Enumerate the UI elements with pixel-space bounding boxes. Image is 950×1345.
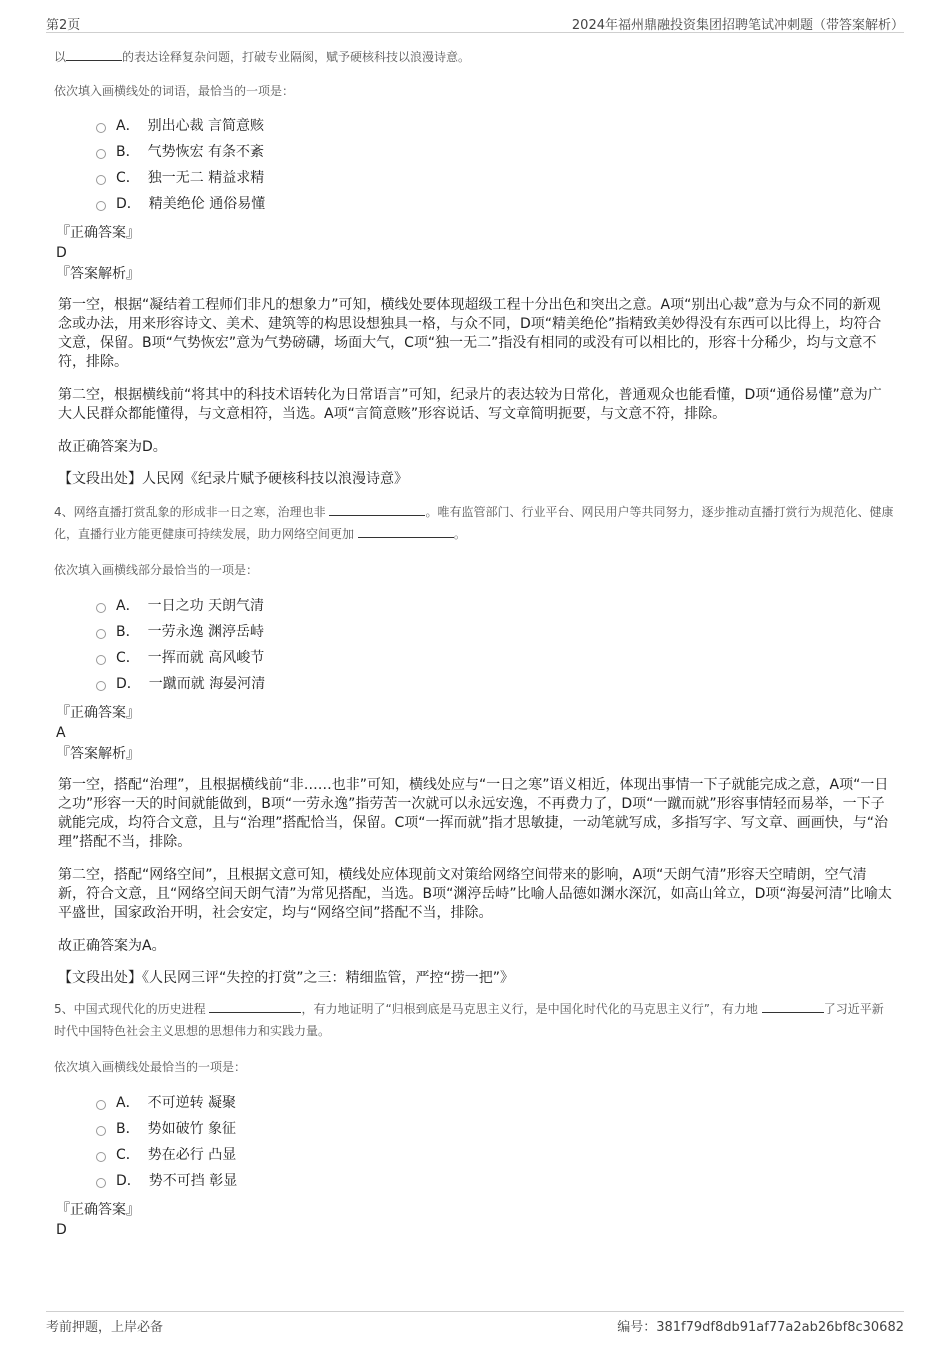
answer-value: D [56, 1222, 67, 1238]
radio-icon[interactable] [96, 1178, 106, 1188]
option-c[interactable]: C． 势在必行 凸显 [96, 1142, 894, 1168]
radio-icon[interactable] [96, 681, 106, 691]
page-footer [46, 1311, 904, 1334]
radio-icon[interactable] [96, 1126, 106, 1136]
option-a[interactable]: A． 别出心裁 言简意赅 [96, 113, 894, 139]
fill-blank [358, 524, 454, 538]
analysis-paragraph: 第一空，根据“凝结着工程师们非凡的想象力”可知，横线处要体现超级工程十分出色和突出之意。A项“别出心裁”意为与众不同的新观念或办法，用来形容诗文、美术、建筑等的构思设想独具一格，与众不同，D项“精美绝伦”指精致美妙得没有东西可以比得上，均符合文意，保留。B项“气势恢宏”意为气势磅礴，场面大气，C项“独一无二”指没有相同的或没有可以相比的，形容十分稀少，均与文意不符，排除。 [58, 297, 882, 370]
analysis-paragraph: 第二空，搭配“网络空间”，且根据文意可知，横线处应体现前文对策给网络空间带来的影响，A项“天朗气清”形容天空晴朗，空气清新，符合文意，且“网络空间天朗气清”为常见搭配，当选。B项“渊渟岳峙”比喻人品德如渊水深沉，如高山耸立，D项“海晏河清”比喻太平盛世，国家政治开明，社会安定，均与“网络空间”搭配不当，排除。 [58, 867, 892, 921]
analysis-label: 『答案解析』 [56, 746, 140, 762]
analysis-conclusion: 故正确答案为A。 [58, 938, 166, 954]
radio-icon[interactable] [96, 123, 106, 133]
question-stem: 4、网络直播打赏乱象的形成非一日之寒，治理也非 。唯有监管部门、行业平台、网民用户等共同努力，逐步推动直播打赏行为规范化、健康化，直播行业方能更健康可持续发展，助力网络空间更加 。 [54, 501, 894, 545]
option-b[interactable]: B． 气势恢宏 有条不紊 [96, 139, 894, 165]
answer-label: 『正确答案』 [56, 225, 140, 241]
question-3 [54, 46, 894, 489]
options-list [96, 593, 894, 697]
page-header [46, 12, 904, 33]
footer-slogan: 考前押题，上岸必备 [46, 1320, 164, 1335]
fill-blank [209, 999, 301, 1013]
radio-icon[interactable] [96, 175, 106, 185]
document-title: 2024年福州鼎融投资集团招聘笔试冲刺题（带答案解析） [571, 18, 904, 33]
radio-icon[interactable] [96, 201, 106, 211]
answer-value: A [56, 725, 66, 741]
question-prompt: 依次填入画横线部分最恰当的一项是： [54, 563, 259, 577]
option-d[interactable]: D． 势不可挡 彰显 [96, 1168, 894, 1194]
option-b[interactable]: B． 一劳永逸 渊渟岳峙 [96, 619, 894, 645]
question-prompt: 依次填入画横线处的词语，最恰当的一项是： [54, 84, 295, 98]
options-list [96, 113, 894, 217]
radio-icon[interactable] [96, 655, 106, 665]
answer-label: 『正确答案』 [56, 1202, 140, 1218]
radio-icon[interactable] [96, 603, 106, 613]
analysis-paragraph: 第一空，搭配“治理”，且根据横线前“非……也非”可知，横线处应与“一日之寒”语义相近，体现出事情一下子就能完成之意，A项“一日之功”形容一天的时间就能做到，B项“一劳永逸”指劳苦一次就可以永远安逸，不再费力了，D项“一蹴而就”形容事情轻而易举，一下子就能完成，均符合文意，且与“治理”搭配恰当，保留。C项“一挥而就”指才思敏捷，一动笔就写成，多指写字、写文章、画画快，与“治理”搭配不当，排除。 [58, 777, 889, 850]
answer-label: 『正确答案』 [56, 705, 140, 721]
radio-icon[interactable] [96, 1100, 106, 1110]
fill-blank [762, 999, 824, 1013]
answer-value: D [56, 245, 67, 261]
question-prompt: 依次填入画横线处最恰当的一项是： [54, 1060, 247, 1074]
question-stem: 以 的表达诠释复杂问题，打破专业隔阂，赋予硬核科技以浪漫诗意。 [54, 46, 894, 68]
question-stem: 5、中国式现代化的历史进程 ，有力地证明了“归根到底是马克思主义行，是中国化时代化的马克思主义行”，有力地 了习近平新时代中国特色社会主义思想的思想伟力和实践力量。 [54, 998, 894, 1042]
main-content [54, 46, 894, 1240]
source-citation: 【文段出处】《人民网三评“失控的打赏”之三：精细监管，严控“捞一把”》 [58, 970, 515, 986]
fill-blank [66, 47, 122, 61]
option-c[interactable]: C． 一挥而就 高风峻节 [96, 645, 894, 671]
fill-blank [329, 502, 425, 516]
page-number: 第2页 [46, 18, 81, 33]
analysis-label: 『答案解析』 [56, 266, 140, 282]
analysis-conclusion: 故正确答案为D。 [58, 439, 167, 455]
question-4 [54, 501, 894, 988]
radio-icon[interactable] [96, 149, 106, 159]
option-d[interactable]: D． 一蹴而就 海晏河清 [96, 671, 894, 697]
radio-icon[interactable] [96, 1152, 106, 1162]
option-d[interactable]: D． 精美绝伦 通俗易懂 [96, 191, 894, 217]
option-b[interactable]: B． 势如破竹 象征 [96, 1116, 894, 1142]
question-5 [54, 998, 894, 1240]
document-id: 编号：381f79df8db91af77a2ab26bf8c30682 [617, 1320, 904, 1335]
radio-icon[interactable] [96, 629, 106, 639]
analysis-paragraph: 第二空，根据横线前“将其中的科技术语转化为日常语言”可知，纪录片的表达较为日常化，普通观众也能看懂，D项“通俗易懂”意为广大人民群众都能懂得，与文意相符，当选。A项“言简意赅”形容说话、写文章简明扼要，与文意不符，排除。 [58, 387, 882, 422]
options-list [96, 1090, 894, 1194]
option-a[interactable]: A． 一日之功 天朗气清 [96, 593, 894, 619]
option-c[interactable]: C． 独一无二 精益求精 [96, 165, 894, 191]
option-a[interactable]: A． 不可逆转 凝聚 [96, 1090, 894, 1116]
source-citation: 【文段出处】人民网《纪录片赋予硬核科技以浪漫诗意》 [58, 471, 408, 487]
